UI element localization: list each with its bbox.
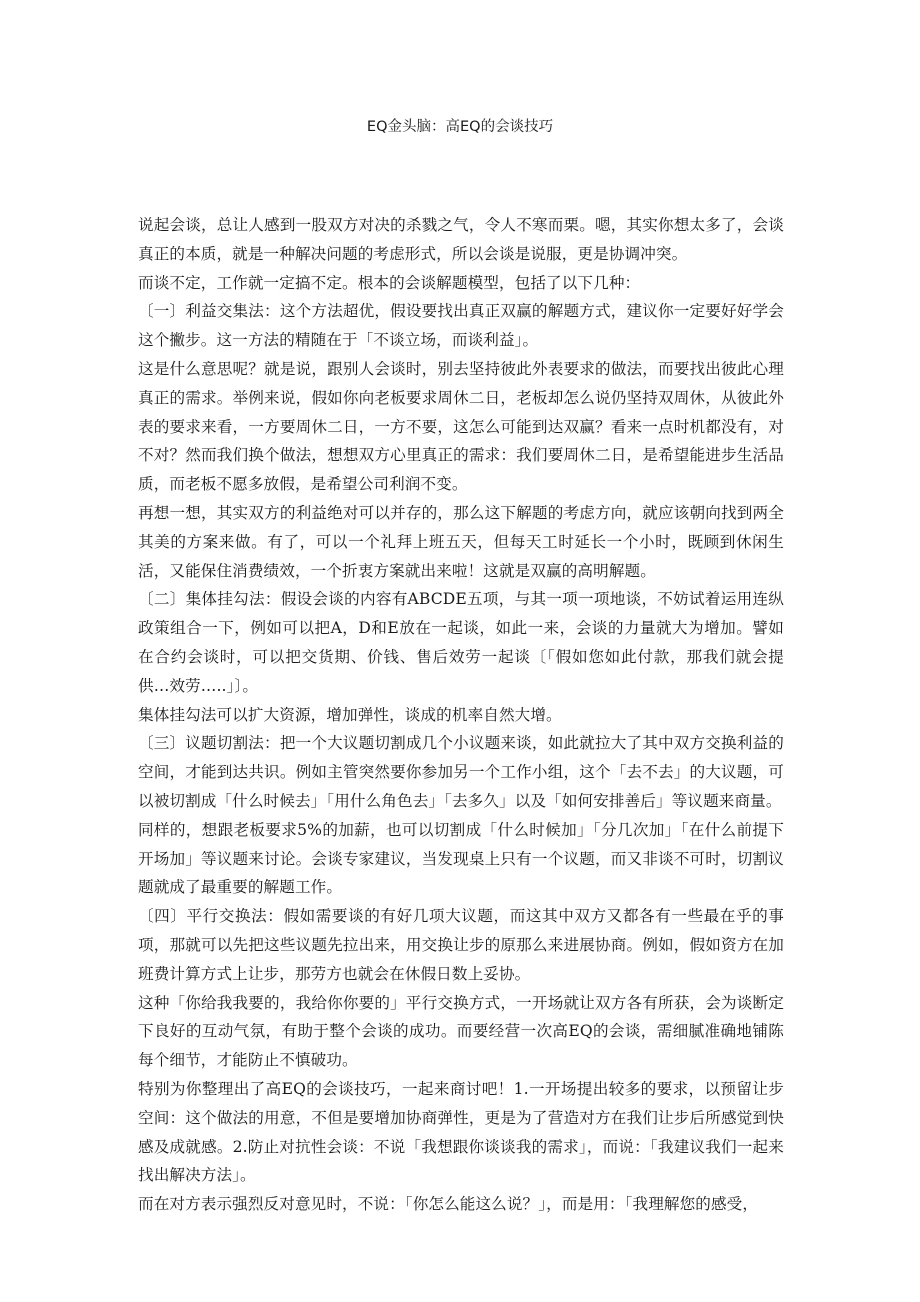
paragraph-method-1-example: 这是什么意思呢？就是说，跟别人会谈时，别去坚持彼此外表要求的做法，而要找出彼此心理真正的需求。举例来说，假如你向老板要求周休二日，老板却怎么说仍坚持双周休，从彼此外表的要求来看，一方要周休二日，一方不要，这怎么可能到达双赢？看来一点时机都没有，对不对？然而我们换个做法，想想双方心里真正的需求：我们要周休二日，是希望能进步生活品质，而老板不愿多放假，是希望公司利润不变。	[138, 359, 784, 494]
paragraph-method-3-example: 同样的，想跟老板要求5%的加薪，也可以切割成「什么时候加」「分几次加」「在什么前提下开场加」等议题来讨论。会谈专家建议，当发现桌上只有一个议题，而又非谈不可时，切割议题就成了最重要的解题工作。	[138, 820, 784, 897]
document-title: EQ金头脑：高EQ的会谈技巧	[366, 119, 554, 135]
paragraph-method-4-summary: 这种「你给我我要的，我给你你要的」平行交换方式，一开场就让双方各有所获，会为谈断定下良好的互动气氛，有助于整个会谈的成功。而要经营一次高EQ的会谈，需细腻准确地铺陈每个细节，才能防止不慎破功。	[138, 993, 784, 1070]
paragraph-method-4: 〔四〕平行交换法：假如需要谈的有好几项大议题，而这其中双方又都各有一些最在乎的事项，那就可以先把这些议题先拉出来，用交换让步的原那么来进展协商。例如，假如资方在加班费计算方式上让步，那劳方也就会在休假日数上妥协。	[138, 907, 784, 983]
paragraph-method-2-summary: 集体挂勾法可以扩大资源，增加弹性，谈成的机率自然大增。	[138, 705, 562, 724]
paragraph-models-intro: 而谈不定，工作就一定搞不定。根本的会谈解题模型，包括了以下几种：	[138, 273, 641, 292]
paragraph-tips: 特别为你整理出了高EQ的会谈技巧，一起来商讨吧！1.一开场提出较多的要求，以预留让步空间：这个做法的用意，不但是要增加协商弹性，更是为了营造对方在我们让步后所感觉到快感及成就感。2.防止对抗性会谈：不说「我想跟你谈谈我的需求」，而说：「我建议我们一起来找出解决方法」。	[138, 1079, 784, 1185]
paragraph-method-1: 〔一〕利益交集法：这个方法超优，假设要找出真正双赢的解题方式，建议你一定要好好学会这个撇步。这一方法的精随在于「不谈立场，而谈利益」。	[138, 302, 784, 350]
paragraph-method-1-solution: 再想一想，其实双方的利益绝对可以并存的，那么这下解题的考虑方向，就应该朝向找到两全其美的方案来做。有了，可以一个礼拜上班五天，但每天工时延长一个小时，既顾到休闲生活，又能保住消费绩效，一个折衷方案就出来啦！这就是双赢的高明解题。	[138, 503, 784, 580]
paragraph-method-3: 〔三〕议题切割法：把一个大议题切割成几个小议题来谈，如此就拉大了其中双方交换利益的空间，才能到达共识。例如主管突然要你参加另一个工作小组，这个「去不去」的大议题，可以被切割成「什么时候去」「用什么角色去」「去多久」以及「如何安排善后」等议题来商量。	[138, 734, 784, 810]
paragraph-method-2: 〔二〕集体挂勾法：假设会谈的内容有ABCDE五项，与其一项一项地谈，不妨试着运用连纵政策组合一下，例如可以把A，D和E放在一起谈，如此一来，会谈的力量就大为增加。譬如在合约会谈时，可以把交货期、价钱、售后效劳一起谈〔「假如您如此付款，那我们就会提供…效劳…..」〕。	[138, 590, 784, 695]
paragraph-intro: 说起会谈，总让人感到一股双方对决的杀戮之气，令人不寒而栗。嗯，其实你想太多了，会谈真正的本质，就是一种解决问题的考虑形式，所以会谈是说服，更是协调冲突。	[138, 216, 784, 263]
paragraph-tips-continued: 而在对方表示强烈反对意见时，不说：「你怎么能这么说？」，而是用：「我理解您的感受，	[138, 1195, 759, 1214]
document-body	[138, 211, 784, 1219]
